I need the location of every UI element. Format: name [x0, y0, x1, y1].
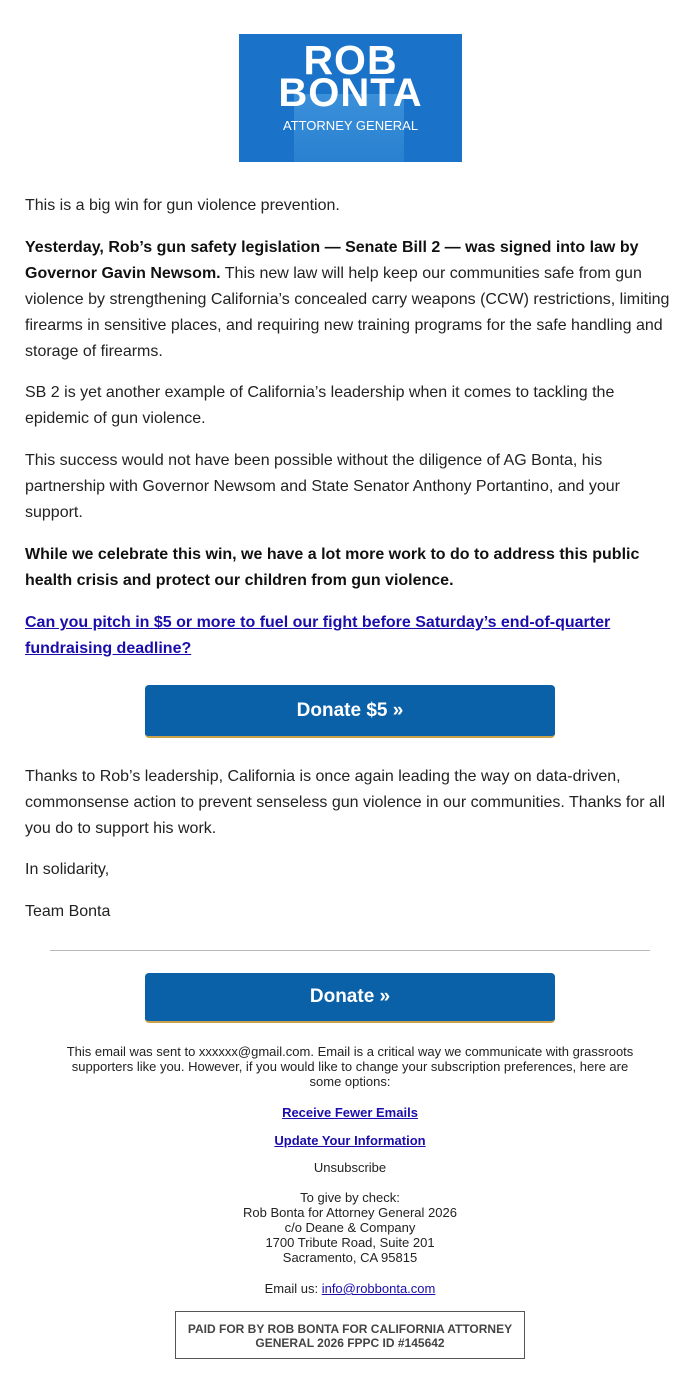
- divider: [50, 950, 650, 951]
- footer-email-row: [60, 1281, 640, 1296]
- check-line: To give by check:: [300, 1190, 400, 1205]
- donate-button[interactable]: Donate »: [145, 973, 555, 1023]
- receive-fewer-emails-link[interactable]: Receive Fewer Emails: [282, 1105, 418, 1120]
- update-information-link[interactable]: Update Your Information: [274, 1133, 426, 1148]
- footer-fewer-row: [60, 1105, 640, 1120]
- email-us-label: Email us:: [264, 1281, 322, 1296]
- signoff: In solidarity,: [25, 861, 110, 878]
- check-line: Sacramento, CA 95815: [282, 1250, 418, 1265]
- signing-details: This new law will help keep our communities safe from gun violence by strengthening California’s concealed carry weapons (CCW) restrictions, limiting firearms in sensitive places, and requiring new training programs for the safe handling and storage of firearms.: [25, 265, 670, 360]
- rob-bonta-logo: [239, 34, 462, 162]
- check-address: [60, 1190, 640, 1265]
- email-address-link[interactable]: info@robbonta.com: [321, 1281, 436, 1296]
- check-line: 1700 Tribute Road, Suite 201: [265, 1235, 435, 1250]
- signature: Team Bonta: [25, 903, 111, 920]
- donate-5-button[interactable]: Donate $5 »: [145, 685, 555, 738]
- support-paragraph: This success would not have been possible without the diligence of AG Bonta, his partnership with Governor Newsom and State Senator Anthony Portantino, and your support.: [25, 452, 621, 521]
- logo-line1: ROB: [303, 37, 398, 83]
- signing-headline: Yesterday, Rob’s gun safety legislation — Senate Bill 2 — was signed into law by Governor Gavin Newsom.: [25, 239, 639, 282]
- check-line: c/o Deane & Company: [284, 1220, 416, 1235]
- pitch-in-link[interactable]: Can you pitch in $5 or more to fuel our fight before Saturday’s end-of-quarter fundraising deadline?: [25, 614, 611, 657]
- unsubscribe-link[interactable]: Unsubscribe: [313, 1160, 387, 1175]
- signing-paragraph: [25, 235, 675, 365]
- footer-update-row: [60, 1133, 640, 1148]
- ask-paragraph: [25, 610, 675, 662]
- thanks-paragraph: Thanks to Rob’s leadership, California is once again leading the way on data-driven, commonsense action to prevent senseless gun violence in our communities. Thanks for all you do to support his work.: [25, 768, 666, 837]
- leadership-paragraph: SB 2 is yet another example of California’s leadership when it comes to tackling the epidemic of gun violence.: [25, 384, 615, 427]
- intro-paragraph: This is a big win for gun violence prevention.: [25, 197, 340, 214]
- logo-line2: BONTA: [278, 71, 423, 115]
- check-line: Rob Bonta for Attorney General 2026: [243, 1205, 457, 1220]
- footer-intro: This email was sent to xxxxxx@gmail.com. Email is a critical way we communicate with grassroots supporters like you. However, if you would like to change your subscription preferences, here are some options:: [66, 1044, 634, 1089]
- paid-for-disclaimer: PAID FOR BY ROB BONTA FOR CALIFORNIA ATTORNEY GENERAL 2026 FPPC ID #145642: [175, 1311, 525, 1359]
- more-work-paragraph: While we celebrate this win, we have a lot more work to do to address this public health crisis and protect our children from gun violence.: [25, 546, 640, 589]
- logo-subtitle: ATTORNEY GENERAL: [282, 118, 419, 133]
